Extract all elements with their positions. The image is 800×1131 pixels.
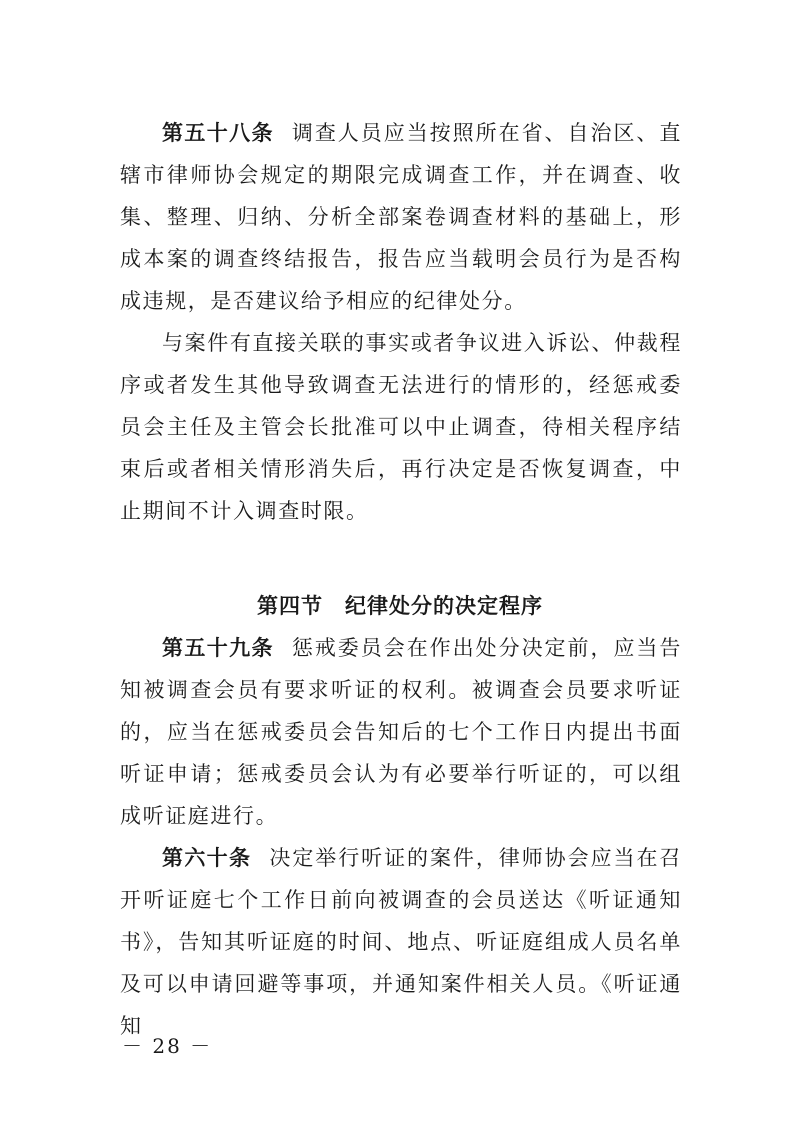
- article-60-paragraph: [120, 837, 682, 1047]
- article-60-text: 决定举行听证的案件，律师协会应当在召开听证庭七个工作日前向被调查的会员送达《听证通知书》，告知其听证庭的时间、地点、听证庭组成人员名单及可以申请回避等事项，并通知案件相关人员。《听证通知: [120, 846, 682, 1038]
- section-4-number: 第四节: [257, 594, 323, 618]
- page-number: － 28 －: [122, 1034, 213, 1058]
- article-59-label: 第五十九条: [162, 636, 274, 660]
- section-4-heading: [0, 585, 800, 627]
- article-58-label: 第五十八条: [162, 121, 274, 145]
- article-59-paragraph: [120, 627, 682, 837]
- article-60-label: 第六十条: [162, 846, 252, 870]
- article-58-text: 调查人员应当按照所在省、自治区、直辖市律师协会规定的期限完成调查工作，并在调查、收集、整理、归纳、分析全部案卷调查材料的基础上，形成本案的调查终结报告，报告应当载明会员行为是否构成违规，是否建议给予相应的纪律处分。: [120, 121, 682, 313]
- article-59-text: 惩戒委员会在作出处分决定前，应当告知被调查会员有要求听证的权利。被调查会员要求听证的，应当在惩戒委员会告知后的七个工作日内提出书面听证申请；惩戒委员会认为有必要举行听证的，可以组成听证庭进行。: [120, 636, 682, 828]
- article-58-second-paragraph: 与案件有直接关联的事实或者争议进入诉讼、仲裁程序或者发生其他导致调查无法进行的情形的，经惩戒委员会主任及主管会长批准可以中止调查，待相关程序结束后或者相关情形消失后，再行决定是否恢复调查，中止期间不计入调查时限。: [120, 331, 682, 523]
- article-58-paragraph: [120, 112, 682, 322]
- section-4-title: 纪律处分的决定程序: [345, 594, 543, 618]
